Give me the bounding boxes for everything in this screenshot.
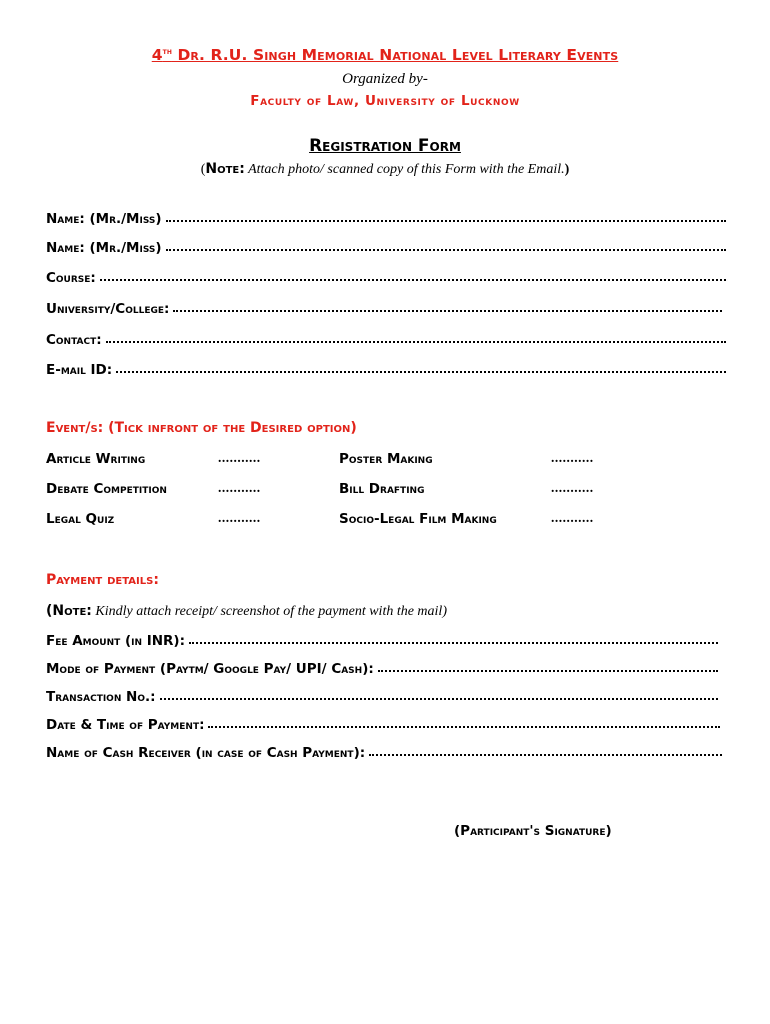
payment-heading: Payment details:	[46, 572, 159, 588]
mode-label: Mode of Payment (Paytm/ Google Pay/ UPI/ Cash):	[46, 661, 374, 677]
course-field[interactable]	[46, 266, 726, 286]
university-label: University/College:	[46, 301, 170, 317]
event-title	[0, 46, 770, 64]
poster-making-tick[interactable]: ...........	[551, 450, 594, 465]
receiver-label: Name of Cash Receiver (in case of Cash Payment):	[46, 745, 366, 761]
transaction-blank[interactable]	[160, 697, 718, 700]
payment-note	[46, 603, 447, 620]
form-title: Registration Form	[309, 136, 461, 156]
participant-signature: (Participant's Signature)	[454, 823, 612, 839]
note-open: (	[200, 162, 206, 177]
title-number: 4	[151, 46, 163, 64]
bill-drafting-tick[interactable]: ...........	[551, 480, 594, 495]
receiver-field[interactable]	[46, 741, 722, 761]
transaction-label: Transaction No.:	[46, 689, 156, 705]
course-label: Course:	[46, 270, 96, 286]
mode-blank[interactable]	[378, 669, 718, 672]
university-field[interactable]	[46, 297, 722, 317]
payment-note-text: Kindly attach receipt/ screenshot of the payment with the mail)	[91, 604, 447, 619]
event-debate-competition: Debate Competition	[46, 481, 167, 497]
email-label: E-mail ID:	[46, 362, 113, 378]
name-blank-1[interactable]	[166, 219, 726, 222]
payment-note-open: (	[46, 603, 53, 619]
datetime-label: Date & Time of Payment:	[46, 717, 205, 733]
title-text: Dr. R.U. Singh Memorial National Level Literary Events	[171, 46, 619, 64]
contact-blank[interactable]	[106, 340, 726, 343]
title-suffix: th	[162, 46, 172, 57]
fee-label: Fee Amount (in INR):	[46, 633, 185, 649]
note-label: Note:	[205, 161, 245, 177]
contact-label: Contact:	[46, 332, 102, 348]
event-bill-drafting: Bill Drafting	[339, 481, 425, 497]
datetime-field[interactable]	[46, 713, 720, 733]
events-heading: Event/s: (Tick infront of the Desired option)	[46, 420, 357, 436]
fee-blank[interactable]	[189, 641, 718, 644]
fee-field[interactable]	[46, 629, 718, 649]
form-note	[0, 161, 770, 178]
name-label-2: Name: (Mr./Miss)	[46, 240, 162, 256]
receiver-blank[interactable]	[369, 753, 722, 756]
event-poster-making: Poster Making	[339, 451, 433, 467]
name-blank-2[interactable]	[166, 248, 726, 251]
name-label-1: Name: (Mr./Miss)	[46, 211, 162, 227]
course-blank[interactable]	[100, 278, 726, 281]
name-field-2[interactable]	[46, 236, 726, 256]
mode-field[interactable]	[46, 657, 718, 677]
payment-note-label: Note:	[52, 603, 92, 619]
event-article-writing: Article Writing	[46, 451, 146, 467]
university-blank[interactable]	[173, 309, 722, 312]
email-field[interactable]	[46, 358, 726, 378]
legal-quiz-tick[interactable]: ...........	[218, 510, 261, 525]
name-field-1[interactable]	[46, 207, 726, 227]
organized-by: Organized by-	[342, 71, 428, 87]
faculty-name: Faculty of Law, University of Lucknow	[250, 93, 520, 109]
event-legal-quiz: Legal Quiz	[46, 511, 115, 527]
debate-competition-tick[interactable]: ...........	[218, 480, 261, 495]
socio-legal-film-tick[interactable]: ...........	[551, 510, 594, 525]
note-close: )	[564, 162, 570, 177]
note-text: Attach photo/ scanned copy of this Form with the Email.	[244, 162, 565, 177]
event-socio-legal-film: Socio-Legal Film Making	[339, 511, 497, 527]
article-writing-tick[interactable]: ...........	[218, 450, 261, 465]
contact-field[interactable]	[46, 328, 726, 348]
transaction-field[interactable]	[46, 685, 718, 705]
datetime-blank[interactable]	[208, 725, 720, 728]
email-blank[interactable]	[116, 370, 726, 373]
